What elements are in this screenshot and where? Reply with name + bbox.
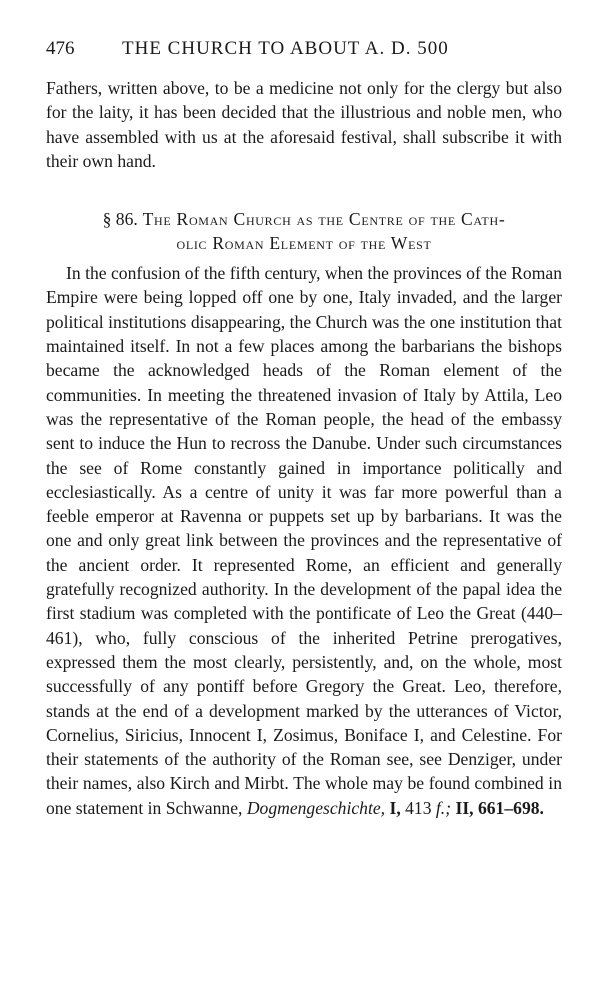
continuation-paragraph: Fathers, written above, to be a medicine not only for the clergy but also for the laity, it has been decided that the illustrious and noble men, who have assembled with us at the aforesaid festival, shall subscribe it with their own hand. bbox=[46, 78, 562, 171]
book-page bbox=[46, 38, 562, 820]
volume-ref-1: I, bbox=[385, 797, 401, 818]
running-head-title: THE CHURCH TO ABOUT A. D. 500 bbox=[122, 38, 449, 59]
book-title: Dogmengeschichte, bbox=[246, 797, 386, 818]
section-title-line1: The Roman Church as the Centre of the Cath- bbox=[142, 209, 506, 230]
body-paragraph bbox=[46, 261, 562, 820]
page-ref-ff: f.; bbox=[435, 797, 452, 818]
body-text: In the confusion of the fifth century, when the provinces of the Roman Empire were being lopped off one by one, Italy invaded, and the larger political institutions disappearing, the Church was the one institution that maintained itself. In not a few places among the barbarians the bishops became the acknowledged heads of the Roman element of the communities. In meeting the threatened invasion of Italy by Attila, Leo was the representative of the Roman people, the head of the embassy sent to induce the Hun to recross the Danube. Under such circumstances the see of Rome constantly gained in importance politically and ecclesiastically. As a centre of unity it was far more powerful than a feeble emperor at Ravenna or puppets set up by barbarians. It was the one and only great link between the provinces and the representative of the ancient order. It represented Rome, an efficient and generally gratefully recognized authority. In the development of the papal idea the first stadium was completed with the pontificate of Leo the Great (440–461), who, fully conscious of the inherited Petrine prerogatives, expressed them the most clearly, persistently, and, on the whole, most successfully of any pontiff before Gregory the Great. Leo, therefore, stands at the end of a development marked by the utterances of Victor, Cornelius, Siricius, Innocent I, Zosimus, Boniface I, and Celestine. For their statements of the authority of the Roman see, see Denziger, under their names, also Kirch and Mirbt. The whole may be found combined in one statement in Schwanne, bbox=[46, 263, 562, 818]
page-ref: 413 bbox=[400, 797, 436, 818]
running-head bbox=[46, 38, 562, 68]
volume-ref-2: II, 661–698. bbox=[451, 797, 544, 818]
section-title-line2: olic Roman Element of the West bbox=[176, 233, 432, 254]
section-number: § 86. bbox=[102, 209, 138, 230]
page-number: 476 bbox=[46, 38, 75, 59]
section-heading bbox=[46, 207, 562, 255]
